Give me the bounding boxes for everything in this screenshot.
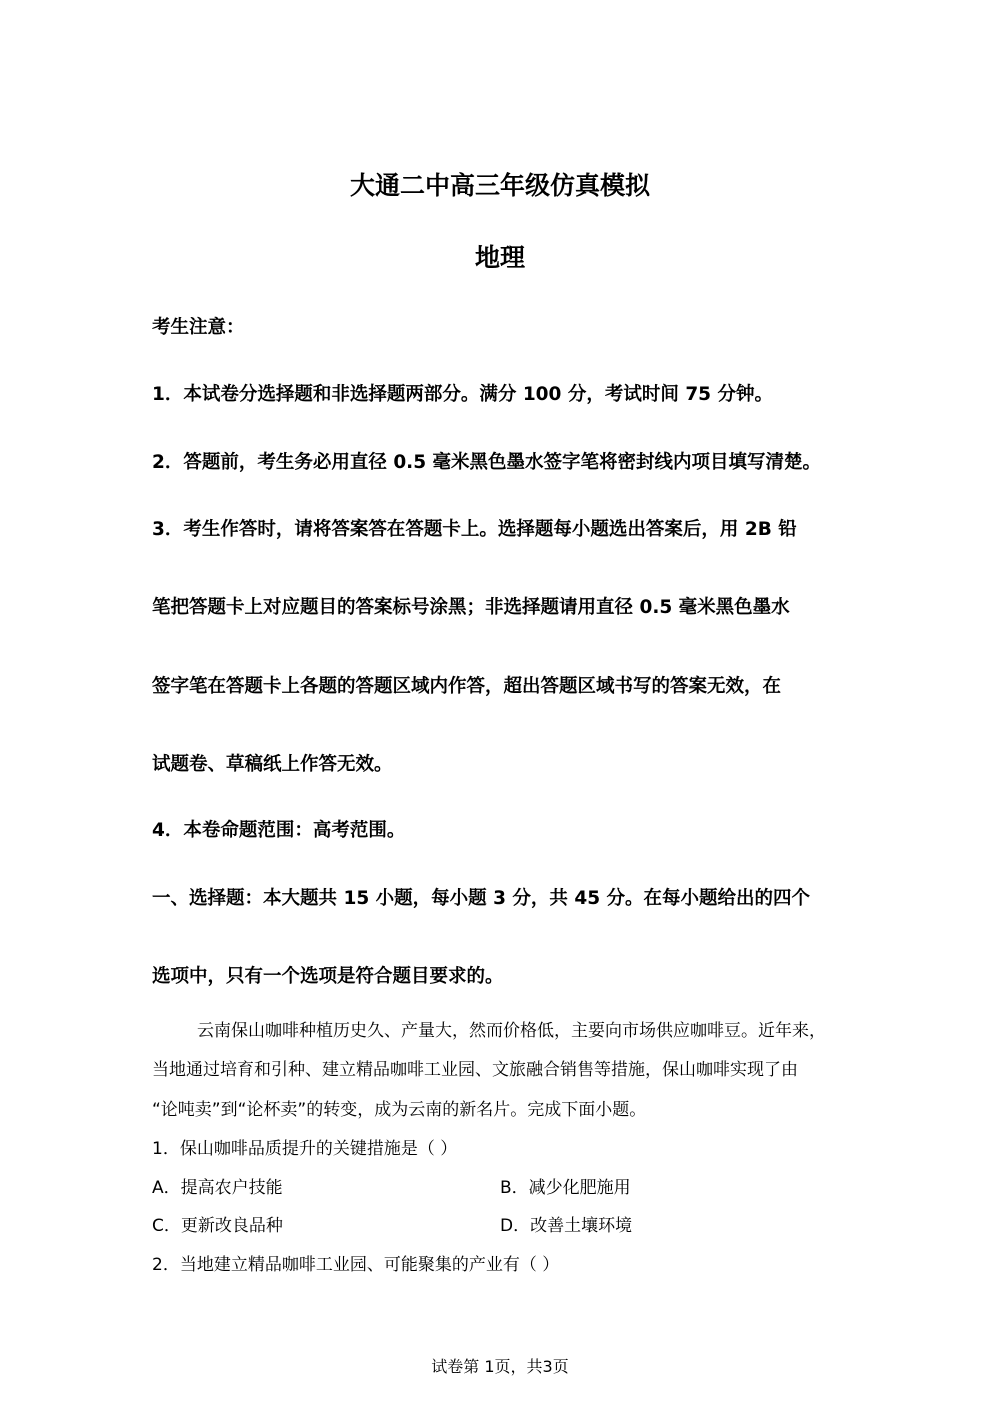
exam-title: 大通二中高三年级仿真模拟: [349, 171, 650, 200]
passage-line-1: 云南保山咖啡种植历史久、产量大，然而价格低，主要向市场供应咖啡豆。近年来，: [197, 1021, 826, 1041]
notice-item-3-line-3: 签字笔在答题卡上各题的答题区域内作答，超出答题区域书写的答案无效，在: [152, 676, 782, 697]
question-1-option-b: B．减少化肥施用: [500, 1178, 631, 1198]
passage-line-3: “论吨卖”到“论杯卖”的转变，成为云南的新名片。完成下面小题。: [152, 1100, 647, 1120]
notice-heading: 考生注意：: [152, 317, 245, 338]
notice-item-3-line-4: 试题卷、草稿纸上作答无效。: [152, 754, 393, 775]
notice-item-4: 4．本卷命题范围：高考范围。: [152, 820, 406, 841]
notice-item-2: 2．答题前，考生务必用直径 0.5 毫米黑色墨水签字笔将密封线内项目填写清楚。: [152, 452, 822, 473]
section-heading-line-2: 选项中，只有一个选项是符合题目要求的。: [152, 966, 504, 987]
question-1-option-d: D．改善土壤环境: [500, 1216, 633, 1236]
notice-item-3-line-2: 笔把答题卡上对应题目的答案标号涂黑；非选择题请用直径 0.5 毫米黑色墨水: [152, 597, 790, 618]
question-1-stem: 1．保山咖啡品质提升的关键措施是（ ）: [152, 1139, 458, 1159]
passage-line-2: 当地通过培育和引种、建立精品咖啡工业园、文旅融合销售等措施，保山咖啡实现了由: [152, 1060, 798, 1080]
question-1-option-c: C．更新改良品种: [152, 1216, 283, 1236]
question-2-stem: 2．当地建立精品咖啡工业园、可能聚集的产业有（ ）: [152, 1255, 560, 1275]
notice-item-1: 1．本试卷分选择题和非选择题两部分。满分 100 分，考试时间 75 分钟。: [152, 384, 773, 405]
question-1-option-a: A．提高农户技能: [152, 1178, 283, 1198]
notice-item-3-line-1: 3．考生作答时，请将答案答在答题卡上。选择题每小题选出答案后，用 2B 铅: [152, 519, 797, 540]
section-heading-line-1: 一、选择题：本大题共 15 小题，每小题 3 分，共 45 分。在每小题给出的四个: [152, 888, 811, 909]
page-footer: 试卷第 1页，共3页: [431, 1357, 569, 1376]
subject-title: 地理: [474, 243, 525, 272]
